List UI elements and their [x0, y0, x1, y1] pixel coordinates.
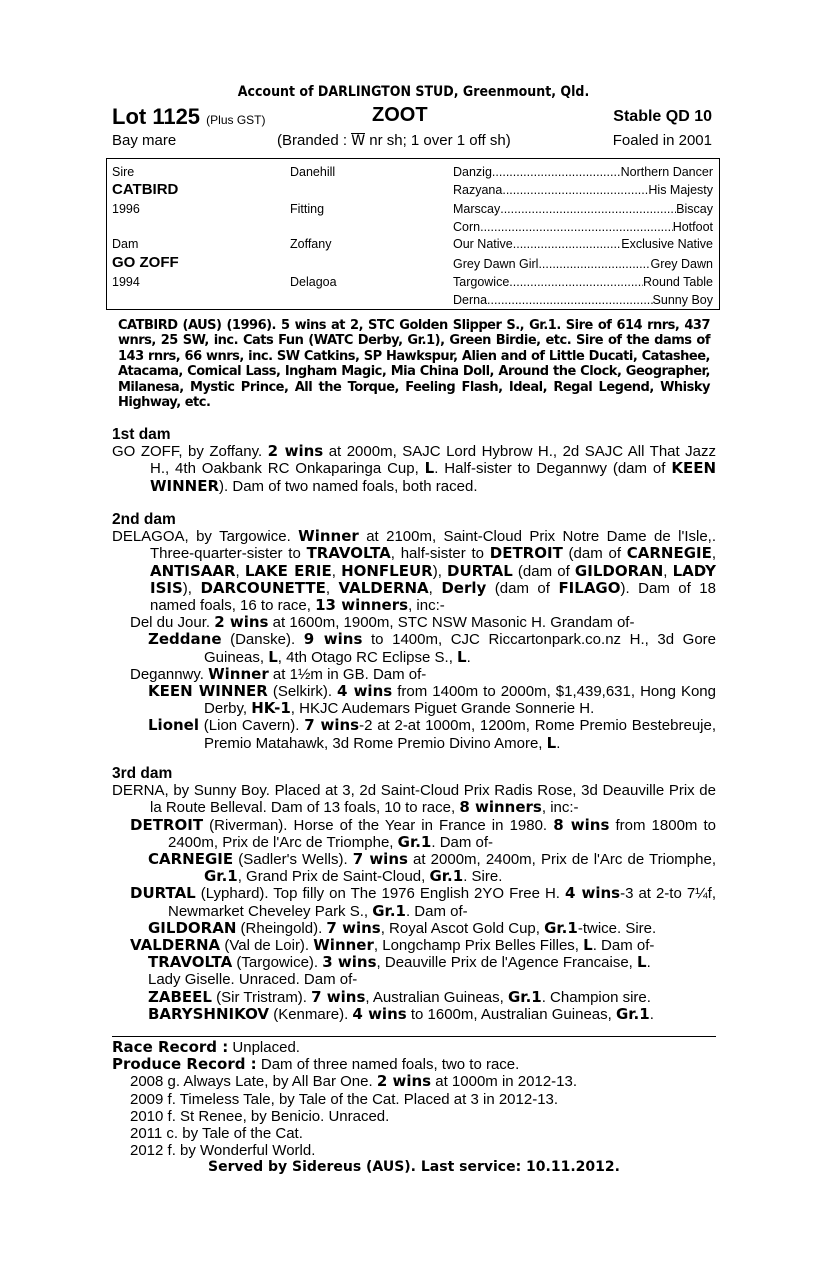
grandsire-2: Fitting	[290, 202, 325, 216]
descendant-durtal	[112, 885, 716, 919]
bold-text: Gr.1	[508, 987, 542, 1006]
second-dam-section	[112, 511, 716, 752]
text: (Lyphard). Top filly on The 1976 English 2YO Free H.	[195, 885, 565, 903]
text: at 1½m in GB. Dam of-	[268, 665, 427, 683]
text: .	[556, 734, 561, 752]
grandsire-3: Zoffany	[290, 237, 332, 251]
bold-text: HK-1	[251, 699, 291, 718]
third-dam-heading: 3rd dam	[112, 765, 173, 782]
produce-record-value: Dam of three named foals, two to race.	[256, 1056, 520, 1074]
records-section	[112, 1039, 716, 1177]
text: (dam of	[512, 562, 575, 580]
bold-text: KEEN WINNER	[148, 682, 268, 701]
bold-text: Winner	[208, 664, 269, 683]
race-record-value: Unplaced.	[228, 1039, 300, 1056]
bold-text: TRAVOLTA	[306, 544, 391, 563]
descendant-gildoran	[112, 920, 716, 937]
bold-text: TRAVOLTA	[148, 953, 233, 972]
gst-note: (Plus GST)	[206, 113, 266, 127]
ancestor-row	[453, 255, 713, 273]
bold-text: 2 wins	[267, 442, 324, 461]
text: at 1600m, 1900m, STC NSW Masonic H. Grandam of-	[268, 614, 635, 632]
text: . Sire.	[463, 868, 503, 886]
foaled-year: Foaled in 2001	[612, 132, 712, 149]
text: .	[646, 954, 651, 972]
text: 2012 f. by Wonderful World.	[130, 1142, 316, 1160]
descendant-keen-winner	[112, 683, 716, 717]
ancestor-right: Grey Dawn	[650, 257, 713, 271]
ancestor-left: Grey Dawn Girl	[453, 257, 539, 271]
bold-text: Gr.1	[204, 867, 238, 886]
ancestor-row	[453, 291, 713, 309]
bold-text: L	[637, 953, 647, 972]
text: 2010 f. St Renee, by Benicio. Unraced.	[130, 1107, 390, 1125]
text: (Danske).	[221, 631, 304, 649]
bold-text: Gr.1	[615, 1004, 650, 1023]
second-dam-heading: 2nd dam	[112, 511, 176, 528]
bold-text: 2 wins	[376, 1072, 432, 1091]
bold-text: ANTISAAR	[150, 561, 236, 580]
ancestor-left: Marscay	[453, 202, 501, 216]
bold-text: VALDERNA	[130, 936, 221, 955]
bold-text: LAKE ERIE	[244, 561, 332, 580]
text: , Longchamp Prix Belles Filles,	[373, 937, 584, 955]
text: GO ZOFF, by Zoffany.	[112, 443, 268, 461]
descendant-valderna	[112, 937, 716, 954]
bold-text: 7 wins	[326, 918, 381, 937]
text: at 1000m in 2012-13.	[431, 1073, 578, 1091]
sire-year: 1996	[112, 202, 140, 216]
text: , HKJC Audemars Piguet Grande Sonnerie H.	[290, 700, 595, 718]
pedigree-table	[106, 158, 720, 310]
text: -3 at 2-to 7¼f, Newmarket Cheveley Park S.,	[168, 885, 717, 920]
text: ,	[325, 579, 339, 597]
lot-line	[112, 104, 712, 130]
text: , 4th Otago RC Eclipse S.,	[277, 648, 458, 666]
bold-text: DETROIT	[489, 544, 563, 563]
text: Degannwy.	[130, 665, 209, 683]
text: Del du Jour.	[130, 614, 215, 632]
bold-text: 7 wins	[352, 850, 408, 869]
text: ),	[182, 579, 201, 597]
text: -twice. Sire.	[577, 919, 657, 937]
race-record	[112, 1039, 716, 1056]
ancestor-left: Our Native	[453, 237, 513, 251]
text: . Half-sister to Degannwy (dam of	[434, 460, 672, 478]
text: ,	[235, 562, 245, 580]
ancestor-right: Northern Dancer	[620, 165, 713, 179]
produce-item	[112, 1073, 716, 1090]
text: .	[649, 1005, 654, 1023]
bold-text: LADY ISIS	[150, 561, 717, 597]
produce-item	[112, 1091, 716, 1108]
first-dam-text	[112, 443, 716, 495]
produce-item	[112, 1108, 716, 1125]
horse-name: ZOOT	[372, 104, 428, 126]
text: , Grand Prix de Saint-Cloud,	[237, 868, 430, 886]
bold-text: Derly	[441, 578, 487, 597]
text: ,	[331, 562, 342, 580]
bold-text: Gr.1	[372, 901, 406, 920]
text: ). Dam of 18 named foals, 16 to race,	[150, 579, 716, 615]
text: (Sir Tristram).	[211, 988, 312, 1006]
descendant-travolta	[112, 954, 716, 971]
ancestor-row	[453, 163, 713, 181]
bold-text: Gr.1	[429, 867, 464, 886]
text: (Rheingold).	[236, 919, 327, 937]
first-dam-section	[112, 426, 716, 495]
text: (dam of	[486, 579, 559, 597]
bold-text: FILAGO	[558, 578, 621, 597]
bold-text: L	[546, 733, 557, 752]
second-dam-text	[112, 528, 716, 614]
grandsire-4: Delagoa	[290, 275, 337, 289]
bold-text: 8 wins	[553, 815, 610, 834]
produce-record	[112, 1056, 716, 1073]
text: at 2100m, Saint-Cloud Prix Notre Dame de l'Isle,. Three-quarter-sister to	[150, 528, 717, 563]
text: ),	[432, 562, 448, 580]
dam-name: GO ZOFF	[112, 254, 179, 271]
service-note: Served by Sidereus (AUS). Last service: 10.11.2012.	[208, 1159, 620, 1176]
third-dam-text	[112, 782, 716, 816]
text: (Sadler's Wells).	[233, 851, 353, 869]
text: 2009 f. Timeless Tale, by Tale of the Cat. Placed at 3 in 2012-13.	[130, 1090, 559, 1108]
lot-label: Lot 1125	[112, 104, 201, 129]
text: . Dam of-	[405, 902, 468, 920]
bold-text: DARCOUNETTE	[200, 578, 326, 597]
descendant-lady-giselle	[112, 971, 716, 988]
sire-summary: CATBIRD (AUS) (1996). 5 wins at 2, STC Golden Slipper S., Gr.1. Sire of 614 rnrs, 437 wnrs, 25 SW, inc. Cats Fun (WATC Derby, Gr.1), Green Birdie, etc. Sire of the dams of 143 rnrs, 66 wnrs, inc. SW Catkins, SP Hawkspur, Alien and of Little Ducati, Catashee, Atacama, Comical Lass, Ingham Magic, Mia China Doll, Around the Clock, Geographer, Milanesa, Mystic Prince, All the Torque, Feeling Flash, Ideal, Regal Legend, Whisky Highway, etc.	[118, 318, 710, 411]
descendant-del-du-jour	[112, 614, 716, 631]
produce-item	[112, 1142, 716, 1159]
bold-text: CARNEGIE	[626, 544, 712, 563]
text: ,	[711, 545, 717, 563]
vendor-account: Account of DARLINGTON STUD, Greenmount, Qld.	[237, 84, 590, 100]
bold-text: 9 wins	[303, 630, 363, 649]
ancestor-right: Hotfoot	[672, 220, 713, 234]
bold-text: KEEN WINNER	[150, 459, 716, 495]
sire-label: Sire	[112, 165, 135, 179]
descendant-zeddane	[112, 631, 716, 665]
bold-text: Gr.1	[544, 918, 578, 937]
brand-prefix: (Branded :	[277, 132, 348, 149]
bold-text: GILDORAN	[148, 918, 237, 937]
dam-year: 1994	[112, 275, 140, 289]
bold-text: Winner	[313, 936, 374, 955]
bold-text: L	[424, 459, 435, 478]
bold-text: 4 wins	[564, 884, 621, 903]
descendant-detroit	[112, 817, 716, 851]
ancestor-row	[453, 273, 713, 291]
lot-number	[112, 104, 266, 130]
ancestor-left: Derna	[453, 293, 488, 307]
text: , half-sister to	[390, 545, 490, 563]
bold-text: DURTAL	[447, 561, 513, 580]
text: , Australian Guineas,	[365, 988, 508, 1006]
ancestor-left: Corn	[453, 220, 481, 234]
produce-record-label: Produce Record :	[112, 1055, 257, 1074]
text: (Targowice).	[232, 954, 323, 972]
ancestor-left: Razyana	[453, 183, 503, 197]
bold-text: 7 wins	[304, 716, 360, 735]
brand-description	[277, 132, 511, 149]
ancestor-left: Danzig	[453, 165, 492, 179]
brand-suffix: nr sh; 1 over 1 off sh)	[369, 132, 511, 149]
bold-text: 3 wins	[322, 953, 377, 972]
text: to 1600m, Australian Guineas,	[406, 1005, 616, 1023]
bold-text: HONFLEUR	[341, 561, 433, 580]
produce-item	[112, 1125, 716, 1142]
text: (dam of	[562, 545, 627, 563]
descendant-carnegie	[112, 851, 716, 885]
bold-text: BARYSHNIKOV	[148, 1004, 270, 1023]
text: 2008 g. Always Late, by All Bar One.	[130, 1073, 377, 1091]
brand-mark-icon: W	[351, 133, 366, 149]
text: from 1800m to 2400m, Prix de l'Arc de Triomphe,	[168, 816, 716, 851]
grandsire-1: Danehill	[290, 165, 336, 179]
bold-text: Gr.1	[397, 832, 432, 851]
divider	[112, 1036, 716, 1037]
text: (Lion Cavern).	[199, 717, 305, 735]
text: at 2000m, SAJC Lord Hybrow H., 2d SAJC All That Jazz H., 4th Oakbank RC Onkaparinga Cup,	[150, 443, 717, 478]
bold-text: 13 winners	[315, 596, 409, 615]
third-dam-section	[112, 765, 716, 1023]
bold-text: Lionel	[148, 716, 199, 735]
race-record-label: Race Record :	[112, 1038, 229, 1056]
bold-text: 4 wins	[337, 682, 393, 701]
text: , Royal Ascot Gold Cup,	[380, 919, 545, 937]
text: , Deauville Prix de l'Agence Francaise,	[376, 954, 638, 972]
ancestor-row	[453, 181, 713, 199]
bold-text: CARNEGIE	[148, 850, 234, 869]
ancestor-right: His Majesty	[648, 183, 713, 197]
descendant-baryshnikov	[112, 1006, 716, 1023]
text: . Dam of-	[592, 937, 655, 955]
text: . Champion sire.	[541, 988, 651, 1006]
horse-description	[112, 132, 712, 152]
bold-text: 7 wins	[311, 987, 366, 1006]
text: (Kenmare).	[269, 1005, 353, 1023]
text: -2 at 2-at 1000m, 1200m, Rome Premio Bestebreuje, Premio Matahawk, 3d Rome Premio Divino Amore,	[204, 717, 716, 752]
bold-text: Winner	[298, 527, 359, 546]
bold-text: ZABEEL	[148, 987, 212, 1006]
text: at 2000m, 2400m, Prix de l'Arc de Triomphe,	[407, 851, 716, 869]
bold-text: L	[457, 647, 467, 666]
ancestor-row	[453, 218, 713, 236]
bold-text: L	[268, 647, 278, 666]
bold-text: L	[583, 936, 593, 955]
ancestor-right: Sunny Boy	[652, 293, 713, 307]
text: ). Dam of two named foals, both raced.	[219, 477, 478, 495]
text: ,	[663, 562, 673, 580]
ancestor-right: Exclusive Native	[621, 237, 713, 251]
text: (Riverman). Horse of the Year in France in 1980.	[203, 816, 554, 834]
bold-text: GILDORAN	[574, 561, 664, 580]
ancestor-right: Biscay	[676, 202, 713, 216]
text: . Dam of-	[431, 833, 494, 851]
ancestor-row	[453, 200, 713, 218]
horse-sex: Bay mare	[112, 132, 177, 149]
text: Lady Giselle. Unraced. Dam of-	[148, 971, 358, 989]
sire-name: CATBIRD	[112, 181, 179, 198]
text: ,	[428, 579, 442, 597]
text: , inc:-	[541, 799, 579, 817]
ancestor-left: Targowice	[453, 275, 510, 289]
text: (Val de Loir).	[220, 937, 314, 955]
bold-text: DETROIT	[130, 815, 204, 834]
descendant-zabeel	[112, 989, 716, 1006]
text: , inc:-	[408, 597, 445, 615]
descendant-degannwy	[112, 666, 716, 683]
text: from 1400m to 2000m, $1,439,631, Hong Kong Derby,	[204, 683, 716, 718]
ancestor-right: Round Table	[643, 275, 713, 289]
bold-text: Zeddane	[148, 630, 222, 649]
text: DELAGOA, by Targowice.	[112, 528, 299, 546]
bold-text: 2 wins	[214, 613, 269, 632]
bold-text: VALDERNA	[338, 578, 429, 597]
bold-text: 4 wins	[352, 1004, 407, 1023]
text: DERNA, by Sunny Boy. Placed at 3, 2d Saint-Cloud Prix Radis Rose, 3d Deauville Prix de la Route Belleval. Dam of 13 foals, 10 to race,	[112, 782, 716, 817]
text: to 1400m, CJC Riccartonpark.co.nz H., 3d Gore Guineas,	[204, 631, 717, 666]
text: 2011 c. by Tale of the Cat.	[130, 1125, 303, 1143]
text: (Selkirk).	[267, 683, 338, 701]
ancestor-row	[453, 235, 713, 253]
first-dam-heading: 1st dam	[112, 426, 171, 443]
descendant-lionel	[112, 717, 716, 751]
dam-label: Dam	[112, 237, 139, 251]
stable-number: Stable QD 10	[613, 108, 712, 125]
bold-text: DURTAL	[130, 884, 196, 903]
bold-text: 8 winners	[459, 798, 542, 817]
text: .	[466, 648, 471, 666]
